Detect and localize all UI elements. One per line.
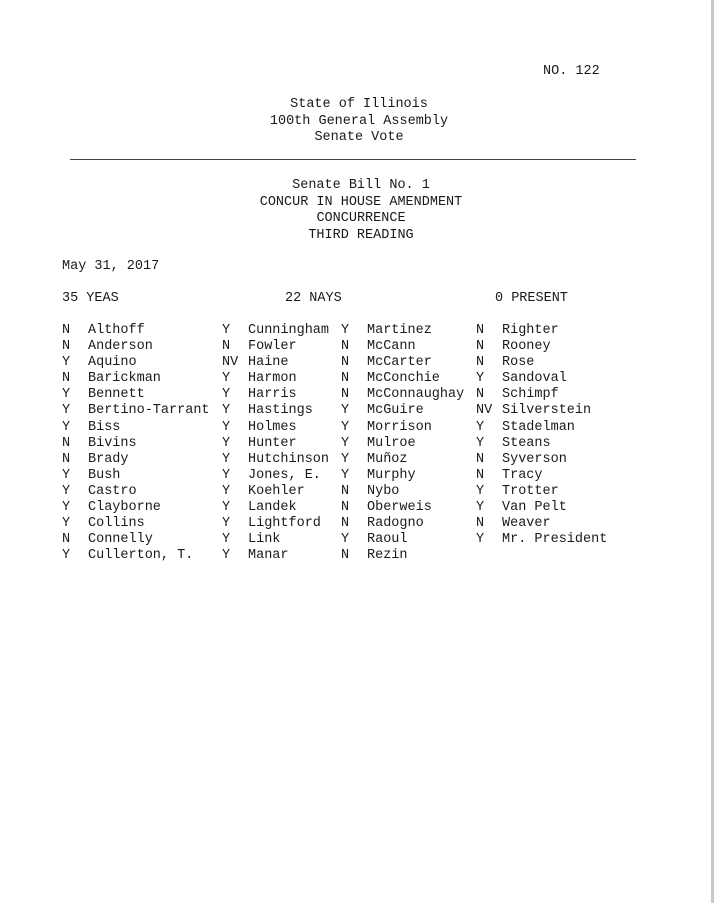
vote-mark: Y [341,532,350,548]
vote-mark: Y [476,532,485,548]
vote-mark: N [62,323,71,338]
vote-mark: Y [62,500,71,516]
senator-name: Lightford [248,516,321,532]
senator-name: Tracy [502,467,543,483]
vote-mark: N [62,371,71,387]
senator-name: Oberweis [367,500,432,516]
vote-mark: Y [222,500,231,516]
vote-mark: Y [341,323,350,338]
senator-name: Mr. President [502,532,608,548]
senator-name: Rose [502,355,535,371]
vote-mark: N [341,500,350,516]
vote-mark: N [222,339,231,355]
header-divider [70,159,636,160]
vote-mark: Y [222,403,231,419]
vote-mark: Y [222,323,231,338]
bill-reading: THIRD READING [308,227,414,243]
vote-mark: NV [222,355,239,371]
vote-mark: Y [222,483,231,499]
vote-mark: Y [341,467,350,483]
bill-info [4,178,714,244]
vote-mark: N [341,548,350,564]
vote-mark: Y [476,419,485,435]
vote-mark: N [62,435,71,451]
vote-mark: Y [222,467,231,483]
vote-mark: NV [476,403,493,419]
vote-mark: N [476,339,485,355]
vote-mark: Y [222,371,231,387]
senator-name: Fowler [248,339,297,355]
senator-name: Bertino-Tarrant [88,403,210,419]
senator-name: Silverstein [502,403,592,419]
present-count: 0 PRESENT [495,291,568,306]
senator-name: Harris [248,387,297,403]
senator-name: Cullerton, T. [88,548,194,564]
vote-mark: Y [476,435,485,451]
vote-date: May 31, 2017 [62,259,160,274]
vote-mark: Y [222,451,231,467]
vote-mark: Y [476,371,485,387]
senator-name: Connelly [88,532,153,548]
senator-name: Althoff [88,323,145,338]
senator-name: Mulroe [367,435,416,451]
vote-mark: Y [222,516,231,532]
senator-name: Sandoval [502,371,567,387]
vote-mark: Y [222,532,231,548]
senator-name: Anderson [88,339,153,355]
vote-mark: Y [62,548,71,564]
document-header [2,97,714,147]
senator-name: Van Pelt [502,500,567,516]
senator-name: McCann [367,339,416,355]
senator-name: Harmon [248,371,297,387]
senator-name: Castro [88,483,137,499]
senator-name: Syverson [502,451,567,467]
senator-name: Holmes [248,419,297,435]
senator-name: Barickman [88,371,161,387]
senator-name: Bennett [88,387,145,403]
senator-name: Morrison [367,419,432,435]
vote-mark: N [62,451,71,467]
senator-name: Manar [248,548,289,564]
vote-mark: N [476,323,485,338]
vote-mark: Y [341,419,350,435]
senator-name: Steans [502,435,551,451]
senator-name: McConnaughay [367,387,465,403]
senator-name: Link [248,532,281,548]
vote-mark: N [476,387,485,403]
senator-name: Aquino [88,355,137,371]
vote-mark: N [341,371,350,387]
vote-mark: Y [62,516,71,532]
vote-mark: Y [62,483,71,499]
senator-name: Trotter [502,483,559,499]
senator-name: Righter [502,323,559,338]
vote-mark: N [476,467,485,483]
senator-name: Landek [248,500,297,516]
vote-mark: Y [62,355,71,371]
vote-mark: N [476,451,485,467]
senator-name: Haine [248,355,289,371]
bill-motion: CONCURRENCE [316,211,406,226]
vote-mark: Y [222,435,231,451]
vote-mark: Y [62,387,71,403]
vote-mark: Y [476,483,485,499]
vote-mark: Y [341,435,350,451]
senator-name: Raoul [367,532,408,548]
senator-name: Radogno [367,516,424,532]
senator-name: Brady [88,451,129,467]
vote-mark: N [476,355,485,371]
vote-mark: N [341,339,350,355]
vote-mark: Y [62,403,71,419]
document-number: NO. 122 [543,64,600,79]
bill-number: Senate Bill No. 1 [292,178,430,193]
senator-name: Hutchinson [248,451,330,467]
senator-name: Cunningham [248,323,330,338]
yeas-count: 35 YEAS [62,291,119,306]
senator-name: Clayborne [88,500,161,516]
senator-name: Bivins [88,435,137,451]
vote-mark: Y [476,500,485,516]
vote-mark: N [62,532,71,548]
senator-name: Muñoz [367,451,408,467]
bill-action: CONCUR IN HOUSE AMENDMENT [259,194,463,210]
vote-mark: N [341,483,350,499]
vote-mark: Y [62,467,71,483]
senator-name: Rezin [367,548,408,564]
senator-name: Hunter [248,435,297,451]
state-title: State of Illinois [290,97,428,112]
senator-name: Nybo [367,483,400,499]
senator-name: Weaver [502,516,551,532]
vote-mark: N [62,339,71,355]
senator-name: Schimpf [502,387,559,403]
vote-mark: N [341,355,350,371]
vote-mark: Y [222,419,231,435]
senator-name: Martinez [367,323,432,338]
vote-mark: Y [341,403,350,419]
senator-name: McGuire [367,403,424,419]
senator-name: McConchie [367,371,440,387]
vote-mark: Y [222,548,231,564]
senator-name: Collins [88,516,145,532]
vote-mark: Y [341,451,350,467]
vote-mark: N [476,516,485,532]
assembly-title: 100th General Assembly [269,113,449,129]
senator-name: Murphy [367,467,416,483]
vote-mark: N [341,516,350,532]
chamber-vote-title: Senate Vote [314,130,404,145]
vote-mark: N [341,387,350,403]
senator-name: Rooney [502,339,551,355]
vote-mark: Y [222,387,231,403]
nays-count: 22 NAYS [285,291,342,306]
senator-name: Bush [88,467,121,483]
vote-mark: Y [62,419,71,435]
senator-name: Jones, E. [248,467,321,483]
senator-name: Koehler [248,483,305,499]
senator-name: McCarter [367,355,432,371]
senator-name: Biss [88,419,121,435]
senator-name: Hastings [248,403,313,419]
senator-name: Stadelman [502,419,575,435]
